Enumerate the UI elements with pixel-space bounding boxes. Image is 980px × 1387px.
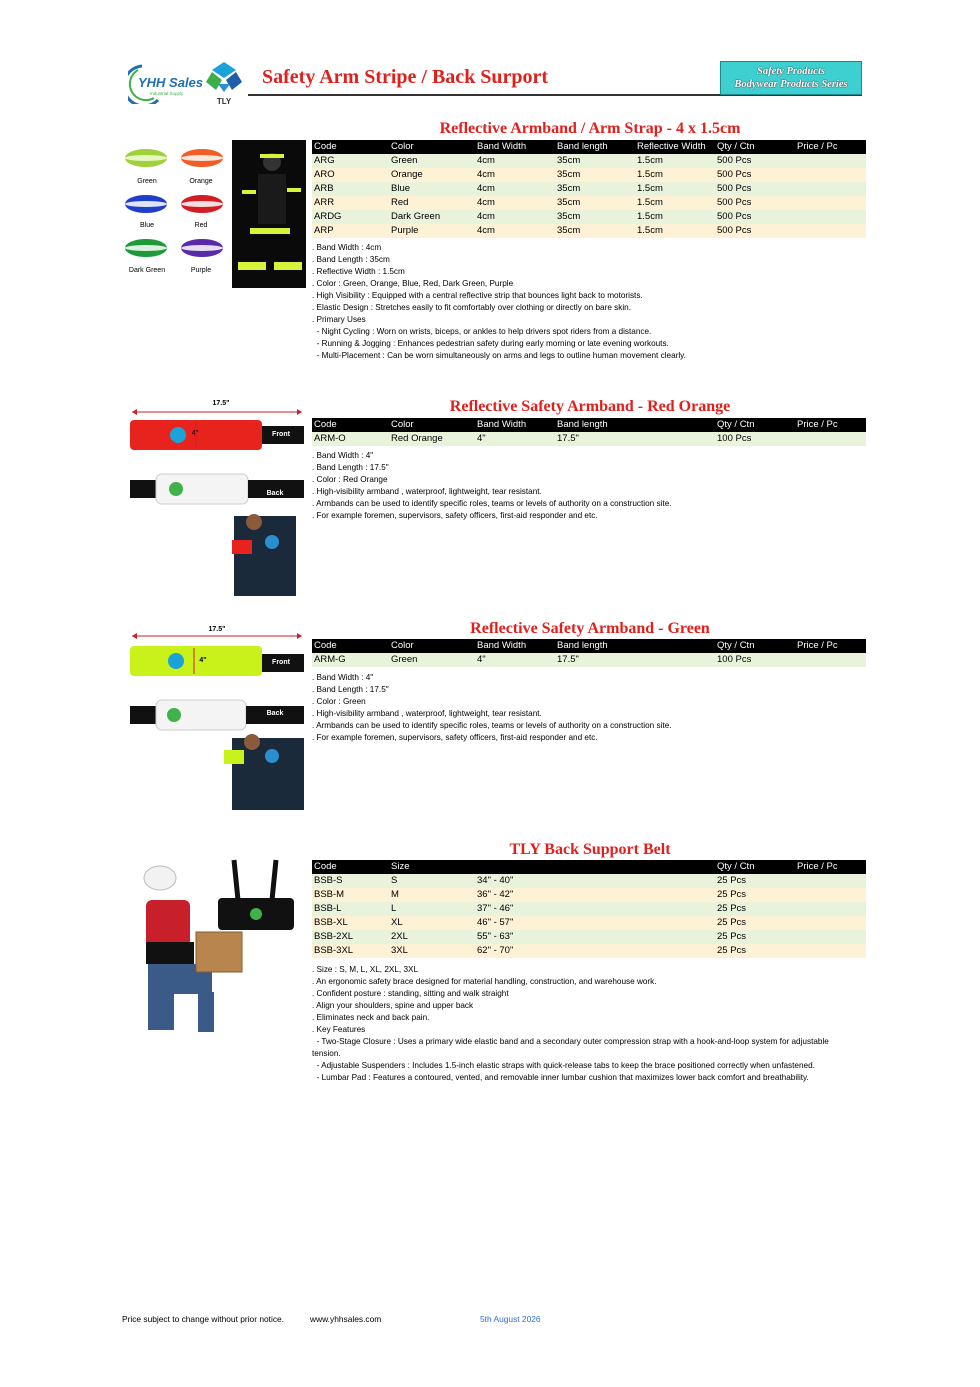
table-cell: 25 Pcs [715,902,795,916]
front-label: Front [272,659,290,666]
column-header: Code [312,639,389,653]
table-cell: Red Orange [389,432,475,446]
column-header: Code [312,418,389,432]
table-cell: 500 Pcs [715,168,795,182]
back-support-notes [312,964,842,1084]
note-line: . Band Width : 4" [312,451,374,460]
note-line: . Reflective Width : 1.5cm [312,267,405,276]
table-cell [635,653,715,667]
tly-logo [204,60,244,106]
table-cell [795,888,866,902]
column-header: Band Width [475,140,555,154]
column-header: Band Width [475,418,555,432]
note-line: - Adjustable Suspenders : Includes 1.5-inch elastic straps with quick-release tabs to keep the brace positioned correctly when unfastened. [312,1061,815,1070]
table-cell [795,653,866,667]
table-cell [635,888,715,902]
table-header-row [312,639,866,653]
column-header: Price / Pc [795,418,866,432]
column-header: Qty / Ctn [715,140,795,154]
table-row [312,196,866,210]
table-cell: 500 Pcs [715,154,795,168]
section-title: Reflective Safety Armband - Green [470,620,710,637]
red-orange-armband-images [126,400,306,596]
swatch-green [125,149,167,167]
column-header: Band length [555,140,635,154]
table-cell [555,874,635,888]
page-title: Safety Arm Stripe / Back Surport [262,66,549,88]
note-line: . Band Length : 17.5" [312,463,389,472]
swatch-label: Red [194,222,208,229]
column-header: Qty / Ctn [715,639,795,653]
column-header: Band Width [475,639,555,653]
note-line: . Align your shoulders, spine and upper back [312,1001,474,1010]
note-line: . Color : Red Orange [312,475,388,484]
note-line: . Band Length : 35cm [312,255,390,264]
note-line: . Elastic Design : Stretches easily to fit comfortably over clothing or directly on bare skin. [312,303,631,312]
note-line: . Key Features [312,1025,366,1034]
column-header: Band length [555,639,635,653]
table-cell: Red [389,196,475,210]
column-header: Color [389,639,475,653]
table-cell: ARP [312,224,389,238]
swatch-blue [125,195,167,213]
table-cell: 25 Pcs [715,930,795,944]
table-cell: 500 Pcs [715,224,795,238]
column-header: Code [312,140,389,154]
note-line: . An ergonomic safety brace designed for material handling, construction, and warehouse work. [312,977,657,986]
dim-width-label: 17.5" [208,626,226,633]
table-cell: 4cm [475,210,555,224]
swatch-red [181,195,223,213]
column-header [475,860,555,874]
note-line: . Band Length : 17.5" [312,685,389,694]
night-runner-photo [232,140,306,288]
table-cell [795,224,866,238]
table-cell: 25 Pcs [715,888,795,902]
green-notes [312,672,852,744]
table-cell: Purple [389,224,475,238]
swatch-purple [181,239,223,257]
table-cell: BSB-XL [312,916,389,930]
table-row [312,888,866,902]
table-cell: 37" - 46" [475,902,555,916]
green-armband-images [126,624,306,810]
back-label: Back [266,490,284,497]
table-cell: 3XL [389,944,475,958]
column-header: Code [312,860,389,874]
table-cell: Green [389,154,475,168]
column-header [635,860,715,874]
table-cell: 35cm [555,210,635,224]
worker-photo [234,516,296,596]
table-cell: S [389,874,475,888]
swatch-orange [181,149,223,167]
note-line: - Multi-Placement : Can be worn simultaneously on arms and legs to outline human movement clearly. [312,351,686,360]
table-cell: 35cm [555,154,635,168]
table-cell: 62" - 70" [475,944,555,958]
table-cell: ARO [312,168,389,182]
table-cell [795,902,866,916]
dim-height-label: 4" [199,657,207,664]
table-row [312,916,866,930]
table-cell: 1.5cm [635,210,715,224]
table-cell: Orange [389,168,475,182]
swatch-dark-green [125,239,167,257]
table-row [312,224,866,238]
table-cell: 4cm [475,224,555,238]
table-cell: Blue [389,182,475,196]
column-header: Size [389,860,475,874]
table-cell: 25 Pcs [715,874,795,888]
swatch-label: Purple [190,267,212,274]
table-cell [635,944,715,958]
section-title: Reflective Safety Armband - Red Orange [449,398,731,415]
column-header: Band length [555,418,635,432]
red-orange-price-table [312,418,866,446]
table-cell: ARR [312,196,389,210]
table-cell [795,930,866,944]
column-header: Price / Pc [795,860,866,874]
table-cell [635,902,715,916]
note-line: . Primary Uses [312,315,366,324]
table-row [312,944,866,958]
armband-price-table [312,140,866,238]
column-header: Price / Pc [795,140,866,154]
column-header [555,860,635,874]
table-cell: 1.5cm [635,224,715,238]
table-cell: 36" - 42" [475,888,555,902]
table-header-row [312,140,866,154]
table-cell: BSB-3XL [312,944,389,958]
back-support-price-table [312,860,866,958]
table-row [312,874,866,888]
table-row [312,930,866,944]
swatch-label: Dark Green [128,267,166,274]
swatch-label: Blue [139,222,154,229]
table-cell: Green [389,653,475,667]
table-row [312,432,866,446]
badge-line-1: Safety Products [757,66,825,77]
section-title: TLY Back Support Belt [509,841,671,858]
table-cell: XL [389,916,475,930]
table-cell: 25 Pcs [715,944,795,958]
table-cell [795,168,866,182]
table-row [312,653,866,667]
yhh-sales-logo [128,60,204,104]
table-cell: Dark Green [389,210,475,224]
column-header: Price / Pc [795,639,866,653]
table-cell: 1.5cm [635,154,715,168]
note-line: - Lumbar Pad : Features a contoured, vented, and removable inner lumbar cushion that maximizes lower back comfort and breathability. [312,1073,809,1082]
column-header: Reflective Width [635,140,715,154]
table-cell: BSB-S [312,874,389,888]
badge-line-2: Bodywear Products Series [734,79,848,90]
tly-label: TLY [216,97,232,106]
table-cell [795,196,866,210]
column-header [635,418,715,432]
note-line: . For example foremen, supervisors, safety officers, first-aid responder and etc. [312,733,598,742]
table-cell: 1.5cm [635,182,715,196]
table-row [312,154,866,168]
table-row [312,902,866,916]
footer-date: 5th August 2026 [480,1314,541,1324]
note-line: . Band Width : 4cm [312,243,382,252]
table-cell: 35cm [555,168,635,182]
red-orange-notes [312,450,852,522]
note-line: . High-visibility armband , waterproof, lightweight, tear resistant. [312,709,542,718]
table-cell: 1.5cm [635,168,715,182]
front-label: Front [272,431,290,438]
table-cell: BSB-2XL [312,930,389,944]
table-cell: 25 Pcs [715,916,795,930]
table-cell: 34" - 40" [475,874,555,888]
table-cell [795,944,866,958]
table-cell [635,916,715,930]
table-cell [635,930,715,944]
table-cell: ARB [312,182,389,196]
table-cell: 17.5" [555,432,635,446]
footer-website[interactable]: www.yhhsales.com [310,1314,382,1324]
logo-text: YHH Sales [138,75,204,90]
footer-notice: Price subject to change without prior notice. [122,1314,285,1324]
table-cell: 1.5cm [635,196,715,210]
table-cell: 4" [475,432,555,446]
table-cell: 4cm [475,182,555,196]
table-cell [555,930,635,944]
armband-notes [312,242,852,362]
table-cell [555,916,635,930]
note-line: . Confident posture : standing, sitting and walk straight [312,989,509,998]
swatch-label: Orange [189,178,213,185]
note-line: - Night Cycling : Worn on wrists, biceps, or ankles to help drivers spot riders from a distance. [312,327,652,336]
table-cell: 500 Pcs [715,196,795,210]
armband-color-swatches [124,144,230,280]
table-row [312,210,866,224]
note-line: . Size : S, M, L, XL, 2XL, 3XL [312,965,419,974]
table-cell: 4cm [475,154,555,168]
note-line: - Two-Stage Closure : Uses a primary wide elastic band and a secondary outer compression strap with a hook-and-loop system for adjustable tension. [312,1037,832,1058]
note-line: . Band Width : 4" [312,673,374,682]
category-badge [720,61,862,95]
table-cell: ARG [312,154,389,168]
note-line: . Armbands can be used to identify specific roles, teams or levels of authority on a construction site. [312,721,672,730]
section-title: Reflective Armband / Arm Strap - 4 x 1.5cm [439,120,741,137]
table-header-row [312,860,866,874]
table-cell: 46" - 57" [475,916,555,930]
column-header: Qty / Ctn [715,860,795,874]
table-cell: 35cm [555,182,635,196]
column-header: Qty / Ctn [715,418,795,432]
table-cell: 35cm [555,196,635,210]
table-cell [555,944,635,958]
table-header-row [312,418,866,432]
note-line: - Running & Jogging : Enhances pedestrian safety during early morning or late evening workouts. [312,339,669,348]
note-line: . High-visibility armband , waterproof, lightweight, tear resistant. [312,487,542,496]
back-support-belt-images [126,856,306,1040]
table-cell [795,432,866,446]
column-header: Color [389,418,475,432]
table-cell: M [389,888,475,902]
table-cell [555,902,635,916]
swatch-label: Green [137,178,157,185]
note-line: . Color : Green, Orange, Blue, Red, Dark Green, Purple [312,279,514,288]
worker-photo [232,738,304,810]
table-cell [795,874,866,888]
table-cell: 500 Pcs [715,182,795,196]
table-cell: 4cm [475,168,555,182]
table-cell [795,916,866,930]
table-cell [795,210,866,224]
table-cell: 4cm [475,196,555,210]
column-header: Color [389,140,475,154]
table-cell: L [389,902,475,916]
table-cell [635,432,715,446]
note-line: . Color : Green [312,697,366,706]
table-cell [795,182,866,196]
note-line: . Eliminates neck and back pain. [312,1013,430,1022]
table-cell: 500 Pcs [715,210,795,224]
table-cell: 100 Pcs [715,653,795,667]
table-cell: ARM-G [312,653,389,667]
back-label: Back [266,710,284,717]
table-cell: 17.5" [555,653,635,667]
note-line: . Armbands can be used to identify specific roles, teams or levels of authority on a construction site. [312,499,672,508]
table-cell: 55" - 63" [475,930,555,944]
table-cell: 35cm [555,224,635,238]
dim-width-label: 17.5" [212,400,230,407]
table-row [312,182,866,196]
table-cell: BSB-M [312,888,389,902]
table-cell: BSB-L [312,902,389,916]
table-row [312,168,866,182]
table-cell: ARDG [312,210,389,224]
table-cell: 2XL [389,930,475,944]
table-cell: 100 Pcs [715,432,795,446]
logo-subtext: Industrial Supply [150,91,184,96]
table-cell [795,154,866,168]
table-cell [635,874,715,888]
dim-height-label: 4" [191,430,199,437]
table-cell: ARM-O [312,432,389,446]
note-line: . For example foremen, supervisors, safety officers, first-aid responder and etc. [312,511,598,520]
column-header [635,639,715,653]
table-cell [555,888,635,902]
table-cell: 4" [475,653,555,667]
green-price-table [312,639,866,667]
note-line: . High Visibility : Equipped with a central reflective strip that bounces light back to motorists. [312,291,643,300]
